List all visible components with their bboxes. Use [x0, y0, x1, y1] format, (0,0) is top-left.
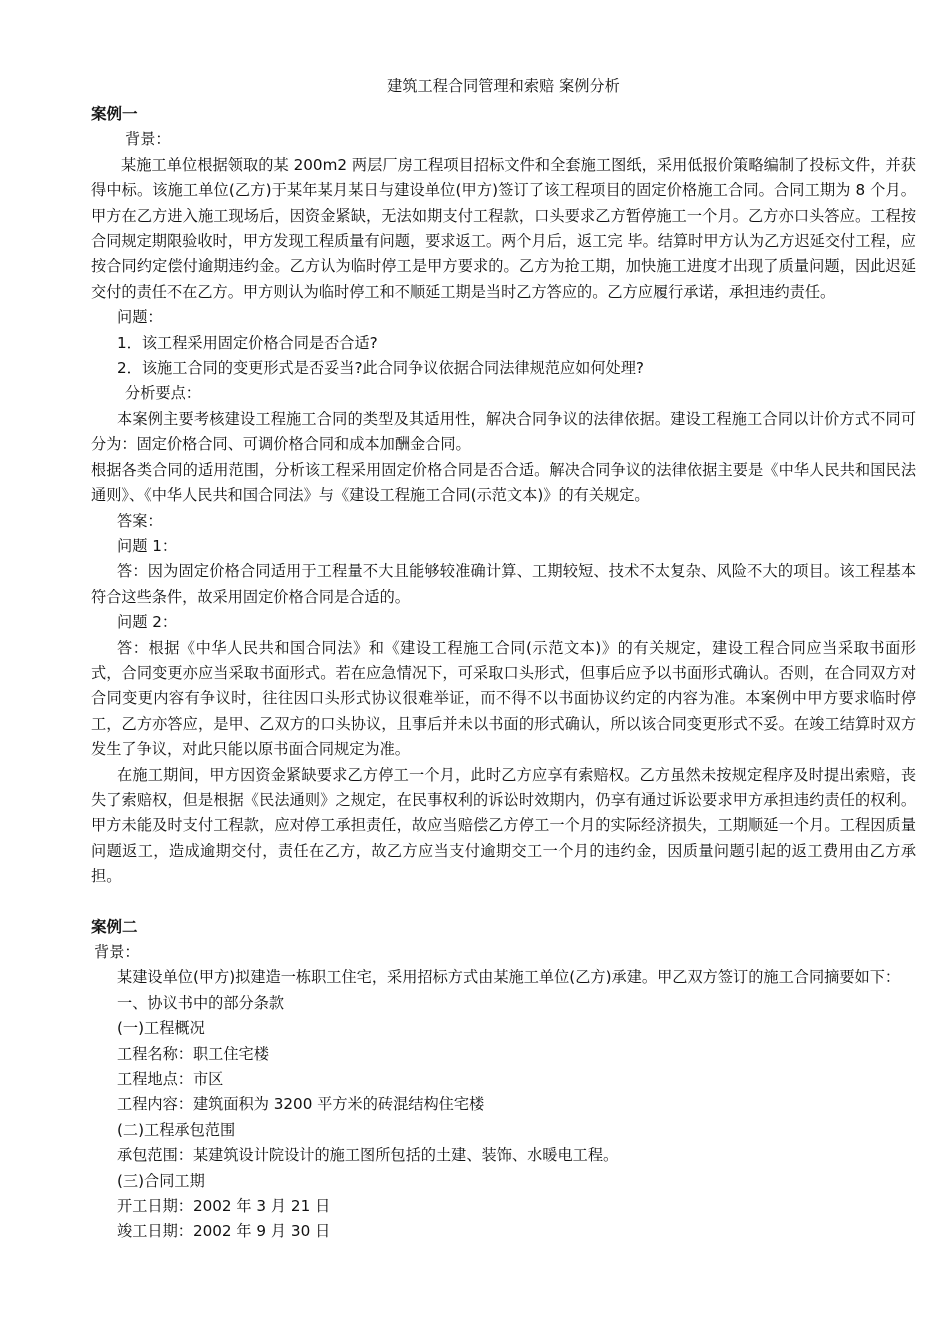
case-two-background-text: 某建设单位(甲方)拟建造一栋职工住宅，采用招标方式由某施工单位(乙方)承建。甲乙双方签订的施工合同摘要如下： [117, 968, 901, 987]
document-title: 建筑工程合同管理和索赔 案例分析 [387, 77, 620, 95]
case-two-background-label: 背景： [94, 943, 140, 961]
case-two-sub-3: (三)合同工期 [117, 1171, 205, 1190]
case-two-project-content: 工程内容：建筑面积为 3200 平方米的砖混结构住宅楼 [117, 1095, 485, 1114]
case-one-question-2: 2．该施工合同的变更形式是否妥当?此合同争议依据合同法律规范应如何处理? [117, 359, 644, 378]
case-two-end-date: 竣工日期：2002 年 9 月 30 日 [117, 1222, 331, 1241]
case-one-q2-answer: 答：根据《中华人民共和国合同法》和《建设工程施工合同(示范文本)》的有关规定，建设工程合同应当采取书面形式，合同变更亦应当采取书面形式。若在应急情况下，可采取口头形式，但事后应予以书面形式确认。否则，在合同双方对合同变更内容有争议时，往往因口头形式协议很难举证，而不得不以书面协议约定的内容为准。本案例中甲方要求临时停工，乙方亦答应，是甲、乙双方的口头协议，且事后并未以书面的形式确认，所以该合同变更形式不妥。在竣工结算时双方发生了争议，对此只能以原书面合同规定为准。 [91, 638, 916, 759]
case-two-heading: 案例二 [91, 917, 138, 936]
case-one-q1-answer: 答：因为固定价格合同适用于工程量不大且能够较准确计算、工期较短、技术不太复杂、风险不大的项目。该工程基本符合这些条件，故采用固定价格合同是合适的。 [91, 562, 916, 606]
case-one-background-text: 某施工单位根据领取的某 200m2 两层厂房工程项目招标文件和全套施工图纸，采用低报价策略编制了投标文件，并获得中标。该施工单位(乙方)于某年某月某日与建设单位(甲方)签订了该工程项目的固定价格施工合同。合同工期为 8 个月。甲方在乙方进入施工现场后，因资金紧缺，无法如期支付工程款，口头要求乙方暂停施工一个月。乙方亦口头答应。工程按合同规定期限验收时，甲方发现工程质量有问题，要求返工。两个月后，返工完 毕。结算时甲方认为乙方迟延交付工程，应按合同约定偿付逾期违约金。乙方认为临时停工是甲方要求的。乙方为抢工期，加快施工进度才出现了质量问题，因此迟延交付的责任不在乙方。甲方则认为临时停工和不顺延工期是当时乙方答应的。乙方应履行承诺，承担违约责任。 [91, 155, 916, 301]
case-two-project-location: 工程地点：市区 [117, 1070, 224, 1089]
case-one-q2-label: 问题 2： [117, 613, 178, 632]
case-one-analysis-text-1: 本案例主要考核建设工程施工合同的类型及其适用性，解决合同争议的法律依据。建设工程施工合同以计价方式不同可分为：固定价格合同、可调价格合同和成本加酬金合同。 [91, 409, 916, 454]
case-two-sub-1: (一)工程概况 [117, 1019, 205, 1038]
case-one-analysis-text-2: 根据各类合同的适用范围，分析该工程采用固定价格合同是否合适。解决合同争议的法律依据主要是《中华人民共和国民法通则》、《中华人民共和国合同法》与《建设工程施工合同(示范文本)》的有关规定。 [91, 460, 916, 505]
case-one-heading: 案例一 [91, 105, 138, 123]
case-two-project-name: 工程名称：职工住宅楼 [117, 1044, 269, 1063]
case-one-background-label: 背景： [125, 130, 171, 149]
case-one-answer-label: 答案： [117, 511, 163, 530]
document-page [91, 70, 916, 1245]
case-one-question-1: 1．该工程采用固定价格合同是否合适? [117, 333, 378, 352]
case-one-questions-label: 问题： [117, 308, 163, 327]
case-two-sub-2: (二)工程承包范围 [117, 1120, 236, 1139]
case-one-q1-label: 问题 1： [117, 536, 178, 555]
case-two-section [91, 915, 916, 1245]
section-spacer [91, 890, 916, 915]
case-two-scope: 承包范围：某建筑设计院设计的施工图所包括的土建、装饰、水暖电工程。 [117, 1146, 619, 1165]
case-two-start-date: 开工日期：2002 年 3 月 21 日 [117, 1197, 331, 1216]
case-one-analysis-label: 分析要点： [125, 384, 201, 403]
case-one-conclusion: 在施工期间，甲方因资金紧缺要求乙方停工一个月，此时乙方应享有索赔权。乙方虽然未按规定程序及时提出索赔，丧失了索赔权，但是根据《民法通则》之规定，在民事权利的诉讼时效期内，仍享有通过诉讼要求甲方承担违约责任的权利。甲方未能及时支付工程款，应对停工承担责任，故应当赔偿乙方停工一个月的实际经济损失，工期顺延一个月。工程因质量问题返工，造成逾期交付，责任在乙方，故乙方应当支付逾期交工一个月的违约金，因质量问题引起的返工费用由乙方承担。 [91, 765, 916, 886]
case-two-section-1: 一、协议书中的部分条款 [117, 993, 285, 1012]
case-one-section [91, 102, 916, 890]
